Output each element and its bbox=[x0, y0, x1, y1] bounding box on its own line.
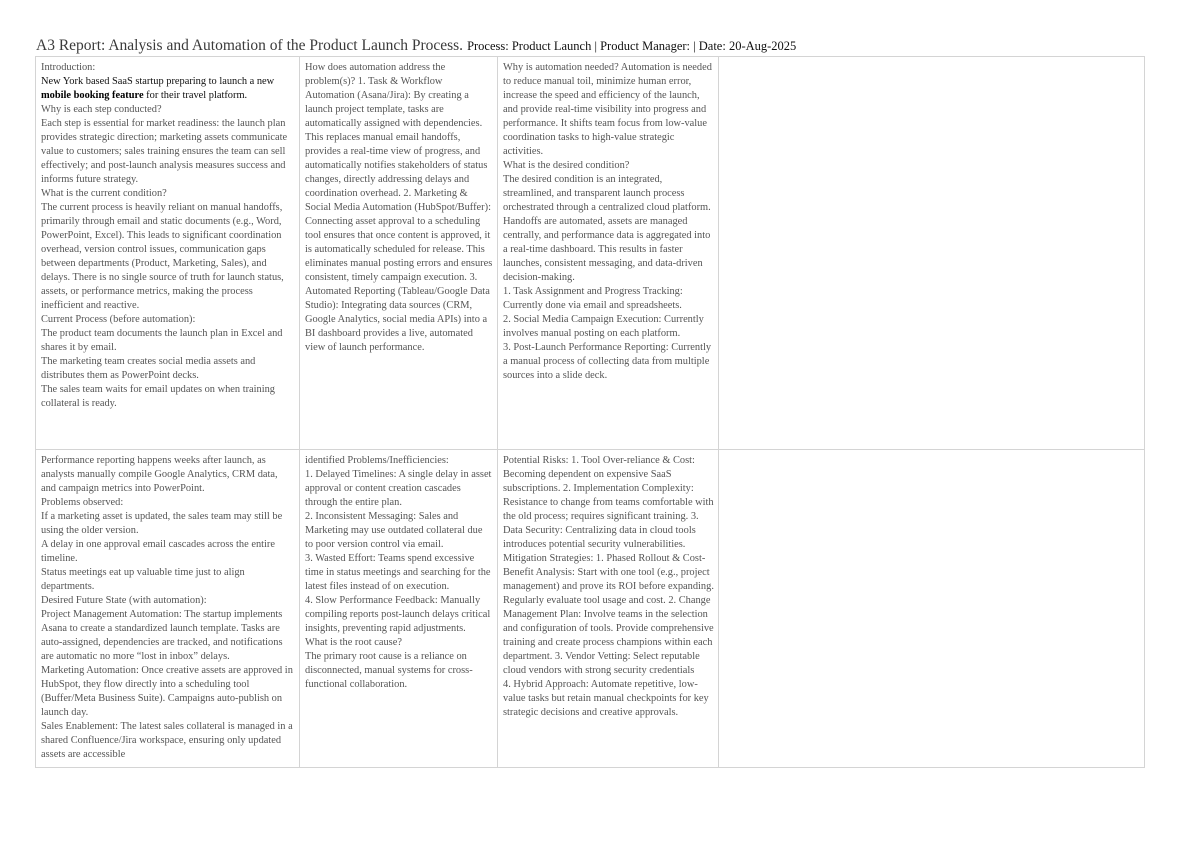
text-line: The product team documents the launch plan in Excel and shares it by email. bbox=[41, 328, 283, 353]
text-line: 1. Delayed Timelines: A single delay in asset approval or content creation cascades through the entire plan. bbox=[305, 469, 492, 508]
text-line: Marketing Automation: Once creative assets are approved in HubSpot, they flow directly into a scheduling tool (Buffer/Meta Business Suite). Campaigns auto-publish on launch day. bbox=[41, 665, 293, 718]
text-line: Potential Risks: 1. Tool Over-reliance & Cost: Becoming dependent on expensive SaaS subscriptions. 2. Implementation Complexity: Resistance to change from teams comfortable with the old process; requires significant training. 3. Data Security: Centralizing data in cloud tools introduces potential security vulnerabilities. Mitigation Strategies: 1. Phased Rollout & Cost-Benefit Analysis: Start with one tool (e.g., project management) and prove its ROI before expanding. Regularly evaluate tool usage and cost. 2. Change Management Plan: Involve teams in the selection and configuration of tools. Provide comprehensive training and create process champions within each department. 3. Vendor Vetting: Select reputable cloud vendors with strong security credentials bbox=[503, 455, 714, 676]
cell-problems bbox=[300, 450, 498, 768]
title-main: A3 Report: Analysis and Automation of the Product Launch Process. bbox=[36, 37, 464, 54]
text-line: How does automation address the problem(s)? 1. Task & Workflow Automation (Asana/Jira): By creating a launch project template, tasks are automatically assigned with dependencies. This replaces manual email handoffs, provides a real-time view of progress, and automatically notifies stakeholders of status changes, directly addressing delays and coordination overhead. 2. Marketing & Social Media Automation (HubSpot/Buffer): Connecting asset approval to a scheduling tool ensures that once content is approved, it is automatically scheduled for release. This eliminates manual posting errors and ensures consistent, timely campaign execution. 3. Automated Reporting (Tableau/Google Data Studio): Integrating data sources (CRM, Google Analytics, social media APIs) into a BI dashboard provides a live, automated view of launch performance. bbox=[305, 62, 493, 353]
intro-text bbox=[41, 75, 295, 103]
text-line: A delay in one approval email cascades across the entire timeline. bbox=[41, 539, 275, 564]
a3-grid bbox=[35, 56, 1145, 768]
text-line: Performance reporting happens weeks after launch, as analysts manually compile Google Analytics, CRM data, and campaign metrics into PowerPoint. bbox=[41, 455, 278, 494]
text-line: The current process is heavily reliant on manual handoffs, primarily through email and static documents (e.g., Word, PowerPoint, Excel). This leads to significant coordination overhead, version control issues, communication gaps between departments (Product, Marketing, Sales), and delays. There is no single source of truth for launch status, assets, or performance metrics, making the process inefficient and reactive. bbox=[41, 202, 284, 311]
text-line: Status meetings eat up valuable time just to align departments. bbox=[41, 567, 245, 592]
intro-pre: New York based SaaS startup preparing to launch a new bbox=[41, 76, 275, 87]
text-line: What is the current condition? bbox=[41, 188, 167, 199]
text-line: The desired condition is an integrated, streamlined, and transparent launch process orchestrated through a centralized cloud platform. Handoffs are automated, assets are managed centrally, and performance data is aggregated into a real-time dashboard. This results in faster launches, consistent messaging, and data-driven decision-making. bbox=[503, 174, 711, 283]
text-line: 2. Inconsistent Messaging: Sales and Marketing may use outdated collateral due to poor version control via email. bbox=[305, 511, 483, 550]
text-line: Problems observed: bbox=[41, 497, 124, 508]
text-line: Desired Future State (with automation): bbox=[41, 595, 207, 606]
text-line: Why is each step conducted? bbox=[41, 104, 162, 115]
text-line: Project Management Automation: The startup implements Asana to create a standardized launch template. Tasks are auto-assigned, dependencies are tracked, and notifications are automatic no more “lost in inbox” delays. bbox=[41, 609, 283, 662]
intro-bold: mobile booking feature bbox=[41, 90, 144, 101]
text-line: 2. Social Media Campaign Execution: Currently involves manual posting on each platform. bbox=[503, 314, 704, 339]
text-line: 4. Slow Performance Feedback: Manually compiling reports post-launch delays critical insights, preventing rapid adjustments. bbox=[305, 595, 491, 634]
cell-why-automation bbox=[498, 57, 719, 450]
text-line: The marketing team creates social media assets and distributes them as PowerPoint decks. bbox=[41, 356, 256, 381]
text-line: What is the desired condition? bbox=[503, 160, 630, 171]
cell-empty-top bbox=[719, 57, 1145, 450]
text-line: Current Process (before automation): bbox=[41, 314, 196, 325]
text-line: 3. Post-Launch Performance Reporting: Currently a manual process of collecting data from multiple sources into a slide deck. bbox=[503, 342, 712, 381]
text-line: Each step is essential for market readiness: the launch plan provides strategic direction; marketing assets communicate value to customers; sales training ensures the team can sell effectively; and post-launch analysis measures success and informs future strategy. bbox=[41, 118, 288, 185]
text-line: 1. Task Assignment and Progress Tracking: Currently done via email and spreadsheets. bbox=[503, 286, 683, 311]
title-meta: Process: Product Launch | Product Manager: | Date: 20-Aug-2025 bbox=[467, 39, 797, 53]
text-line: Sales Enablement: The latest sales collateral is managed in a shared Confluence/Jira workspace, ensuring only updated assets are accessible bbox=[41, 721, 293, 760]
cell-automation-address bbox=[300, 57, 498, 450]
text-line: The primary root cause is a reliance on disconnected, manual systems for cross-functional collaboration. bbox=[305, 651, 473, 690]
text-line: The sales team waits for email updates on when training collateral is ready. bbox=[41, 384, 276, 409]
text-line: 4. Hybrid Approach: Automate repetitive, low-value tasks but retain manual checkpoints for key strategic decisions and creative approvals. bbox=[503, 679, 709, 718]
cell-empty-bottom bbox=[719, 450, 1145, 768]
text-line: Why is automation needed? Automation is needed to reduce manual toil, minimize human error, increase the speed and efficiency of the launch, and provide real-time visibility into progress and performance. It shifts team focus from low-value coordination tasks to high-value strategic activities. bbox=[503, 62, 712, 157]
cell-performance-reporting bbox=[36, 450, 300, 768]
cell-risks bbox=[498, 450, 719, 768]
text-line: identified Problems/Inefficiencies: bbox=[305, 455, 449, 466]
report-title bbox=[36, 37, 1156, 57]
intro-post: for their travel platform. bbox=[143, 90, 248, 101]
text-line: If a marketing asset is updated, the sales team may still be using the older version. bbox=[41, 511, 283, 536]
text-line: What is the root cause? bbox=[305, 637, 402, 648]
text-line: 3. Wasted Effort: Teams spend excessive time in status meetings and searching for the latest files instead of on execution. bbox=[305, 553, 491, 592]
intro-heading: Introduction: bbox=[41, 62, 96, 73]
cell-introduction bbox=[36, 57, 300, 450]
